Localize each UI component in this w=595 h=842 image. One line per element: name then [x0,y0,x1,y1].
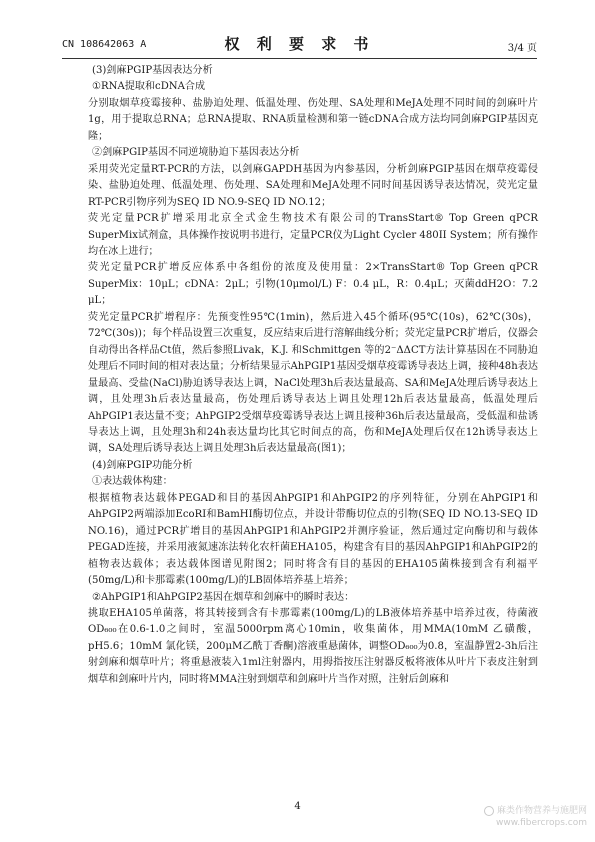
page-number: 4 [294,801,301,812]
page-indicator: 3/4 页 [507,43,537,54]
section-heading: (3)剑麻PGIP基因表达分析 [92,65,213,76]
paragraph: 挑取EHA105单菌落，将其转接到含有卡那霉素(100mg/L)的LB液体培养基中培养过夜，待菌液OD₆₀₀在0.6-1.0之间时，室温5000rpm离心10min，收集菌体，用MMA(10mM 乙磺酸，pH5.6；10mM 氯化镁，200μM乙酰丁香酮)溶液重悬菌体，调整OD₆₀₀为0.8，室温静置2-3h后注射剑麻和烟草叶片；将重悬液装入1ml注射器内，用拇指按压注射器反板将液体从叶片下表皮注射到烟草和剑麻叶片内，同时将MMA注射到烟草和剑麻叶片当作对照，注射后剑麻和 [88,607,538,685]
document-title: 权 利 要 求 书 [224,35,375,53]
page-header [62,32,537,59]
paragraph: 荧光定量PCR扩增程序：先预变性95℃(1min)，然后进入45个循环(95℃(10s)，62℃(30s)，72℃(30s))；每个样品设置三次重复，反应结束后进行溶解曲线分析；荧光定量PCR扩增后，仪器会自动得出各样品Ct值，然后参照Livak，K.J. 和Schmittgen 等的2⁻ΔΔCT方法计算基因在不同胁迫处理后不同时间的相对表达量；分析结果显示AhPGIP1基因受烟草疫霉诱导表达上调，接种48h表达量最高、受盐(NaCl)胁迫诱导表达上调，NaCl处理3h后表达量最高、SA和MeJA处理后诱导表达上调，且处理3h后表达量最高，伤处理后诱导表达上调且处理12h后表达量最高，低温处理后AhPGIP1表达量不变；AhPGIP2受烟草疫霉诱导表达上调且接种36h后表达量最高，受低温和盐诱导表达上调，且处理3h和24h表达量均比其它时间点的高，伤和MeJA处理后仅在12h诱导表达上调，SA处理后诱导表达上调且处理3h后表达量最高(图1)； [88,311,538,455]
paragraph: 荧光定量PCR扩增采用北京全式金生物技术有限公司的TransStart® Top Green qPCR SuperMix试剂盒，具体操作按说明书进行，定量PCR仪为Light Cycler 480II System；所有操作均在冰上进行； [88,213,538,257]
claims-body [88,63,538,688]
subsection-heading: ①RNA提取和cDNA合成 [92,81,206,93]
section-heading: (4)剑麻PGIP功能分析 [92,459,193,471]
paragraph: 分别取烟草疫霉接种、盐胁迫处理、低温处理、伤处理、SA处理和MeJA处理不同时间的剑麻叶片1g，用于提取总RNA；总RNA提取、RNA质量检测和第一链cDNA合成方法均同剑麻PGIP基因克隆； [88,97,538,142]
paragraph: 荧光定量PCR扩增反应体系中各组份的浓度及使用量：2×TransStart® Top Green qPCR SuperMix：10μL；cDNA：2μL；引物(10μmol/L) F：0.4 μL，R：0.4μL；灭菌ddH2O：7.2 μL； [88,262,538,307]
site-watermark [484,805,587,829]
watermark-line-2: www.fibercrops.com [496,818,587,828]
subsection-heading: ②剑麻PGIP基因不同逆境胁迫下基因表达分析 [92,147,300,159]
document-number: CN 108642063 A [62,39,147,50]
subsection-heading: ②AhPGIP1和AhPGIP2基因在烟草和剑麻中的瞬时表达： [92,591,355,603]
subsection-heading: ①表达载体构建： [92,476,173,488]
paragraph: 采用荧光定量RT-PCR的方法，以剑麻GAPDH基因为内参基因，分析剑麻PGIP基因在烟草疫霉侵染、盐胁迫处理、低温处理、伤处理、SA处理和MeJA处理不同时间基因诱导表达情况，荧光定量RT-PCR引物序列为SEQ ID NO.9-SEQ ID NO.12； [88,163,538,208]
paragraph: 根据植物表达载体PEGAD和目的基因AhPGIP1和AhPGIP2的序列特征，分别在AhPGIP1和AhPGIP2两端添加EcoRI和BamHI酶切位点，并设计带酶切位点的引物(SEQ ID NO.13-SEQ ID NO.16)，通过PCR扩增目的基因AhPGIP1和AhPGIP2并测序验证，然后通过定向酶切和与载体PEGAD连接，并采用液氮速冻法转化农杆菌EHA105，构建含有目的基因AhPGIP1和AhPGIP2的植物表达载体；表达载体图谱见附图2；同时将含有目的基因的EHA105菌株接到含有利福平(50mg/L)和卡那霉素(100mg/L)的LB固体培养基上培养； [88,492,538,587]
watermark-line-1: 麻类作物营养与施肥网 [496,806,587,816]
watermark-logo-icon [484,806,494,816]
